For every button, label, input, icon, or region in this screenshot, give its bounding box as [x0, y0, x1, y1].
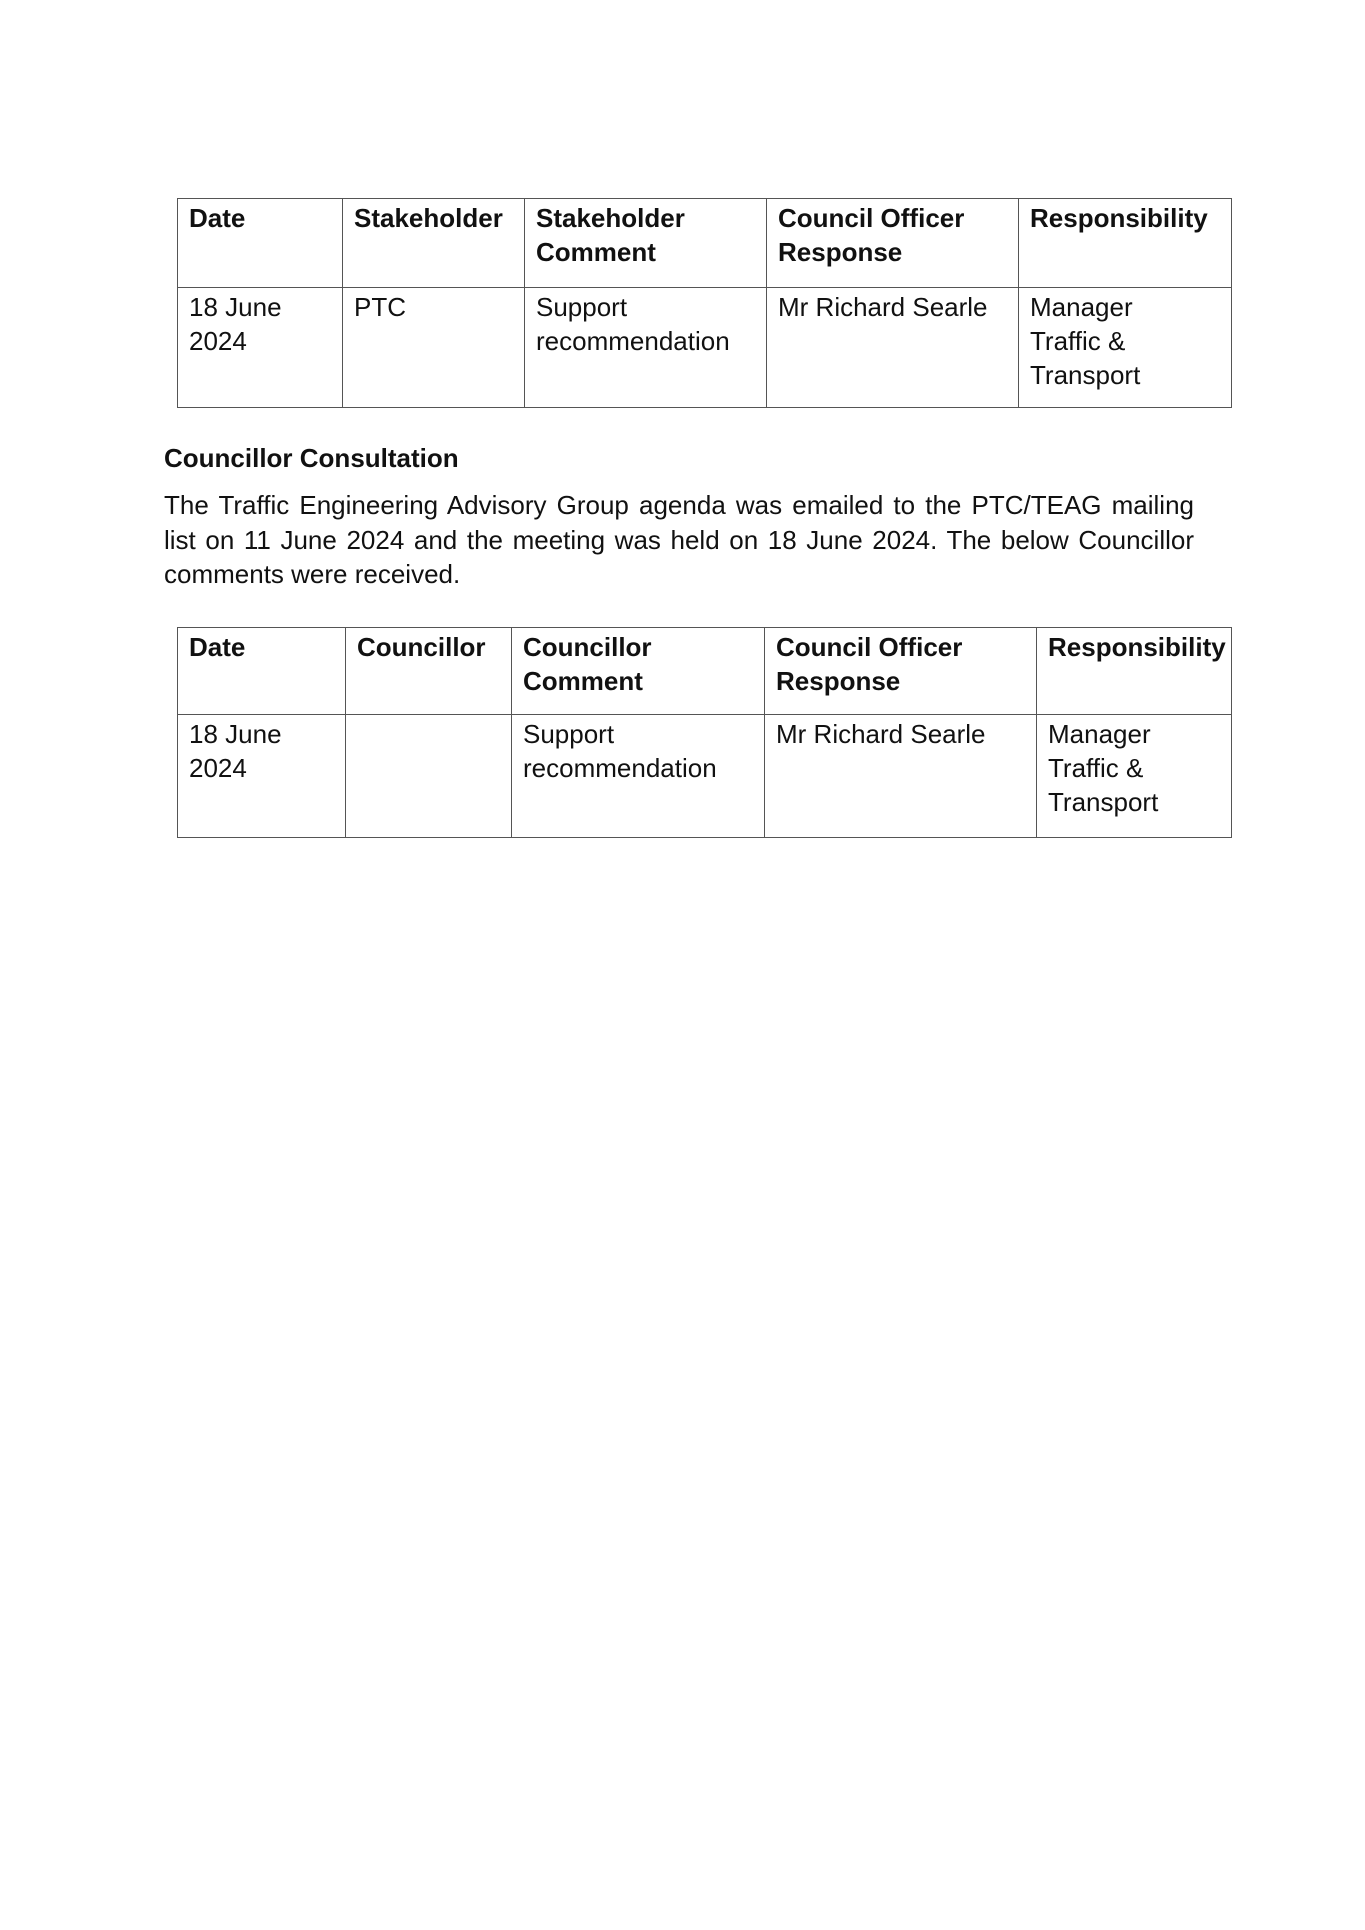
table-header-row [178, 628, 1232, 715]
cell-stakeholder-comment: Support recommendation [525, 288, 767, 408]
cell-responsibility: Manager Traffic & Transport [1019, 288, 1232, 408]
cell-council-officer-response: Mr Richard Searle [765, 715, 1037, 838]
table-header-row [178, 199, 1232, 288]
cell-councillor [346, 715, 512, 838]
intro-paragraph: The Traffic Engineering Advisory Group agenda was emailed to the PTC/TEAG mailing list on 11 June 2024 and the meeting was held on 18 June 2024. The below Councillor comments were received. [164, 490, 1194, 589]
header-cell-council-officer-response: Council Officer Response [767, 199, 1019, 288]
header-cell-date: Date [178, 628, 346, 715]
councillor-table [177, 627, 1232, 838]
cell-council-officer-response: Mr Richard Searle [767, 288, 1019, 408]
header-cell-councillor-comment: Councillor Comment [512, 628, 765, 715]
section-heading: Councillor Consultation [164, 443, 459, 473]
header-cell-stakeholder-comment: Stakeholder Comment [525, 199, 767, 288]
cell-councillor-comment: Support recommendation [512, 715, 765, 838]
cell-date: 18 June 2024 [178, 288, 343, 408]
header-cell-date: Date [178, 199, 343, 288]
cell-responsibility: Manager Traffic & Transport [1037, 715, 1232, 838]
cell-stakeholder: PTC [343, 288, 525, 408]
header-cell-council-officer-response: Council Officer Response [765, 628, 1037, 715]
header-cell-stakeholder: Stakeholder [343, 199, 525, 288]
table-row [178, 288, 1232, 408]
table-row [178, 715, 1232, 838]
header-cell-councillor: Councillor [346, 628, 512, 715]
stakeholder-table [177, 198, 1232, 408]
header-cell-responsibility: Responsibility [1037, 628, 1232, 715]
cell-date: 18 June 2024 [178, 715, 346, 838]
header-cell-responsibility: Responsibility [1019, 199, 1232, 288]
